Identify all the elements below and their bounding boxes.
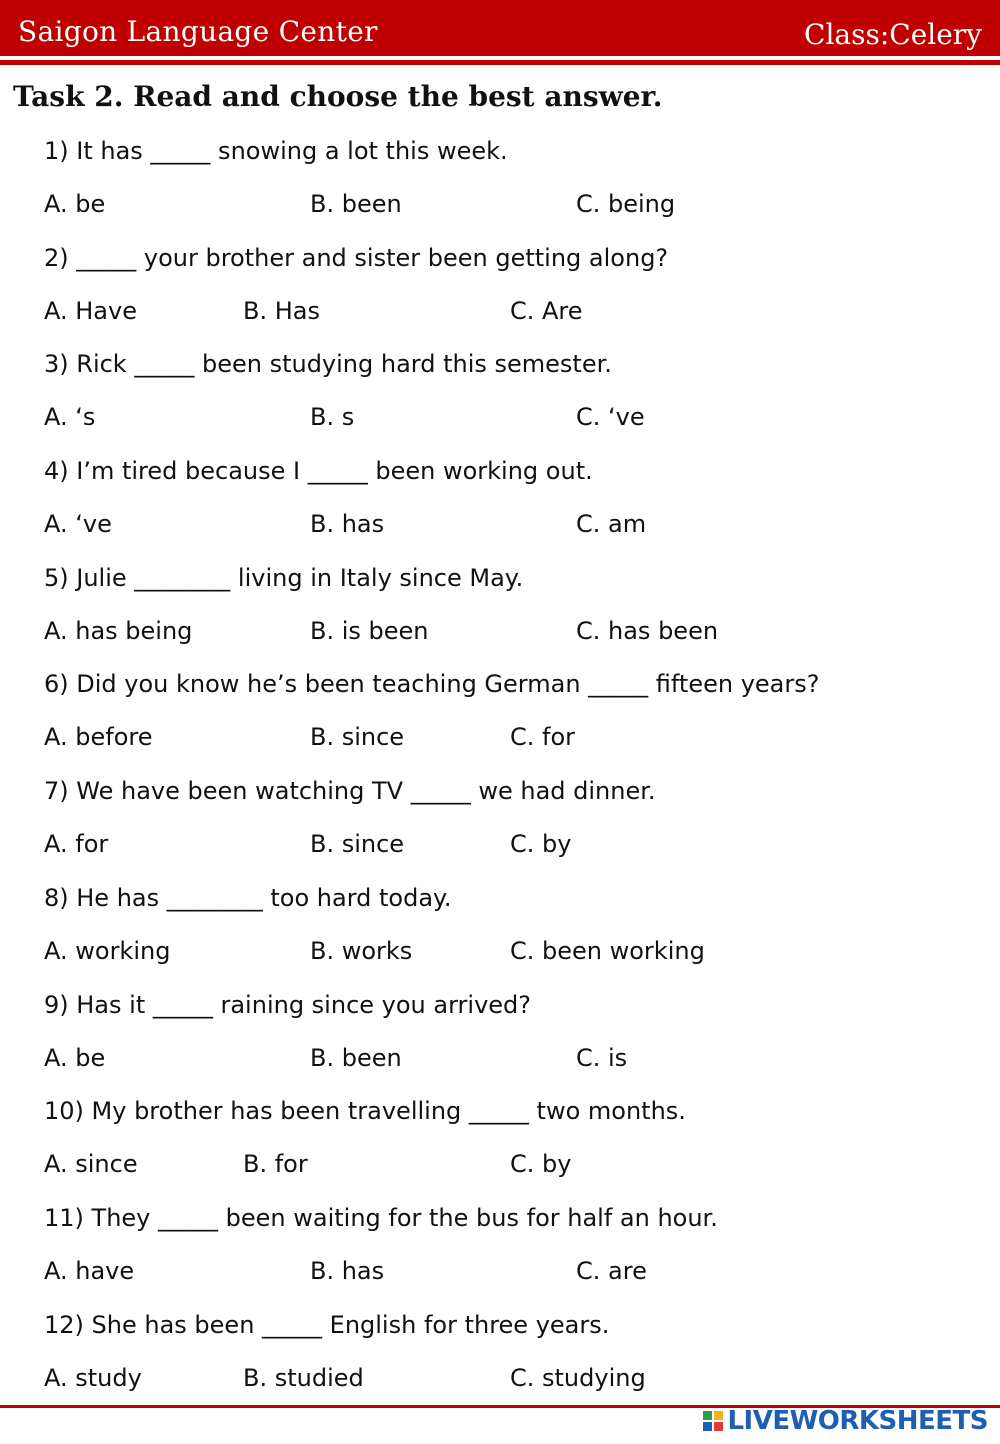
question-item	[44, 445, 974, 552]
liveworksheets-logo-icon	[703, 1411, 723, 1431]
question-text: 2) _____ your brother and sister been getting along?	[44, 243, 669, 272]
task-title: Task 2. Read and choose the best answer.	[13, 80, 663, 113]
answer-option-c[interactable]: C. studying	[510, 1363, 646, 1392]
question-item	[44, 979, 974, 1086]
answer-option-c[interactable]: C. for	[510, 723, 576, 752]
answer-option-a[interactable]: A. be	[44, 1043, 106, 1072]
answer-option-c[interactable]: C. been working	[510, 936, 705, 965]
question-text: 12) She has been _____ English for three years.	[44, 1310, 610, 1339]
question-item	[44, 658, 974, 765]
answer-option-a[interactable]: A. Have	[44, 296, 137, 325]
question-item	[44, 1299, 974, 1406]
answer-options	[44, 711, 974, 764]
question-item	[44, 338, 974, 445]
answer-option-a[interactable]: A. since	[44, 1150, 138, 1179]
answer-option-b[interactable]: B. studied	[243, 1363, 364, 1392]
answer-options	[44, 1352, 974, 1405]
header-bar	[0, 0, 1000, 56]
question-item	[44, 872, 974, 979]
question-text: 11) They _____ been waiting for the bus for half an hour.	[44, 1203, 718, 1232]
question-text: 4) I’m tired because I _____ been working out.	[44, 457, 593, 486]
answer-options	[44, 818, 974, 871]
answer-option-a[interactable]: A. ‘ve	[44, 510, 112, 539]
answer-option-a[interactable]: A. has being	[44, 616, 193, 645]
answer-option-b[interactable]: B. s	[310, 403, 355, 432]
answer-option-c[interactable]: C. has been	[576, 616, 719, 645]
answer-option-b[interactable]: B. since	[310, 830, 405, 859]
answer-options	[44, 925, 974, 978]
school-name: Saigon Language Center	[18, 15, 378, 48]
question-item	[44, 125, 974, 232]
question-text: 1) It has _____ snowing a lot this week.	[44, 137, 508, 165]
question-list	[44, 125, 974, 1405]
answer-option-c[interactable]: C. being	[576, 190, 676, 218]
question-item	[44, 232, 974, 339]
answer-option-b[interactable]: B. been	[310, 190, 402, 218]
question-item	[44, 765, 974, 872]
answer-option-c[interactable]: C. by	[510, 1150, 572, 1179]
answer-option-a[interactable]: A. be	[44, 190, 106, 218]
answer-option-a[interactable]: A. ‘s	[44, 403, 96, 432]
answer-option-c[interactable]: C. am	[576, 510, 647, 539]
question-text: 3) Rick _____ been studying hard this semester.	[44, 350, 612, 379]
answer-option-b[interactable]: B. been	[310, 1043, 402, 1072]
answer-option-c[interactable]: C. is	[576, 1043, 628, 1072]
question-text: 10) My brother has been travelling _____ two months.	[44, 1097, 686, 1126]
answer-option-c[interactable]: C. are	[576, 1256, 647, 1285]
answer-options	[44, 605, 974, 658]
question-item	[44, 552, 974, 659]
answer-options	[44, 1245, 974, 1298]
answer-options	[44, 1032, 974, 1085]
question-text: 8) He has ________ too hard today.	[44, 883, 452, 912]
answer-option-a[interactable]: A. have	[44, 1256, 135, 1285]
question-text: 7) We have been watching TV _____ we had dinner.	[44, 777, 656, 806]
answer-option-c[interactable]: C. ‘ve	[576, 403, 645, 432]
answer-option-b[interactable]: B. since	[310, 723, 405, 752]
answer-options	[44, 1138, 974, 1191]
answer-options	[44, 498, 974, 551]
liveworksheets-logo	[703, 1404, 988, 1438]
question-text: 6) Did you know he’s been teaching German _____ fifteen years?	[44, 670, 820, 699]
class-label: Class:Celery	[804, 18, 982, 51]
answer-option-b[interactable]: B. is been	[310, 616, 429, 645]
answer-option-b[interactable]: B. has	[310, 1256, 385, 1285]
header-divider	[0, 60, 1000, 65]
answer-option-b[interactable]: B. Has	[243, 296, 320, 325]
answer-options	[44, 391, 974, 444]
question-text: 9) Has it _____ raining since you arrived?	[44, 990, 532, 1019]
question-item	[44, 1192, 974, 1299]
answer-option-a[interactable]: A. working	[44, 936, 171, 965]
answer-option-a[interactable]: A. before	[44, 723, 153, 752]
answer-option-b[interactable]: B. works	[310, 936, 413, 965]
answer-option-b[interactable]: B. for	[243, 1150, 308, 1179]
answer-options	[44, 285, 974, 338]
answer-option-c[interactable]: C. by	[510, 830, 572, 859]
answer-option-b[interactable]: B. has	[310, 510, 385, 539]
answer-option-a[interactable]: A. for	[44, 830, 109, 859]
answer-option-c[interactable]: C. Are	[510, 296, 583, 325]
logo-text: LIVEWORKSHEETS	[727, 1406, 988, 1436]
question-text: 5) Julie ________ living in Italy since May.	[44, 563, 524, 592]
answer-options	[44, 178, 974, 231]
question-item	[44, 1085, 974, 1192]
answer-option-a[interactable]: A. study	[44, 1363, 142, 1392]
